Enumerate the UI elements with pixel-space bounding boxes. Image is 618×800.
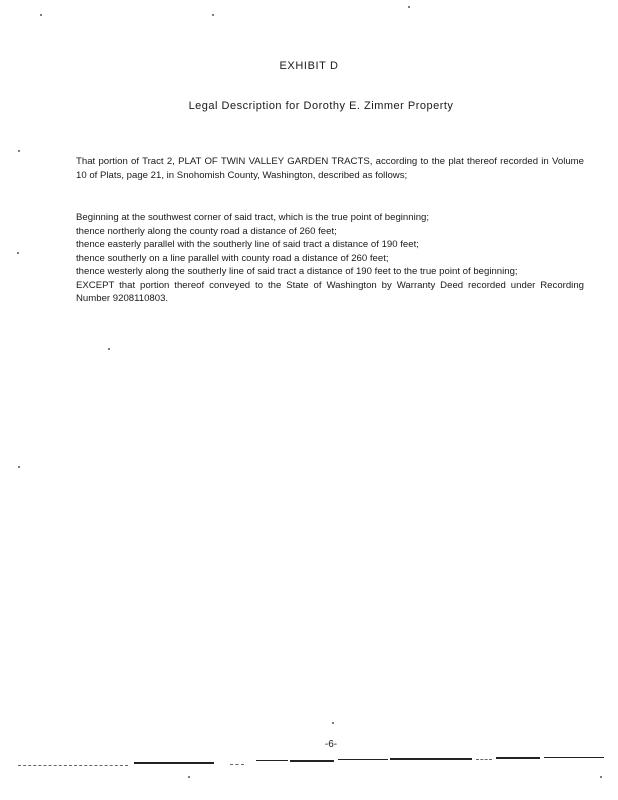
clause-south: thence southerly on a line parallel with county road a distance of 260 feet; [76, 252, 389, 264]
scan-edge-line [476, 759, 492, 761]
scan-edge-line [290, 760, 334, 762]
clause-west: thence westerly along the southerly line of said tract a distance of 190 feet to the true point of beginning; [76, 266, 518, 277]
scan-edge-line [338, 759, 388, 760]
scan-speck [18, 150, 20, 152]
scan-speck [332, 722, 334, 724]
exhibit-title: EXHIBIT D [279, 60, 339, 72]
scan-speck [408, 6, 410, 8]
scan-speck [212, 14, 214, 16]
clause-point-of-beginning: Beginning at the southwest corner of said tract, which is the true point of beginning; [76, 212, 430, 223]
clause-north: thence northerly along the county road a distance of 260 feet; [76, 225, 337, 237]
scan-edge-line [496, 757, 540, 759]
scan-edge-line [230, 764, 244, 766]
scan-speck [600, 776, 602, 778]
scan-edge-line [544, 757, 604, 758]
scan-edge-line [134, 762, 214, 764]
scan-speck [17, 252, 19, 254]
legal-description-clauses [76, 211, 584, 306]
scan-speck [40, 14, 42, 16]
scan-edge-line [390, 758, 472, 760]
scan-speck [188, 776, 190, 778]
scan-edge-line [256, 760, 288, 761]
clause-exception: EXCEPT that portion thereof conveyed to the State of Washington by Warranty Deed recorded under Recording Number 9208110803. [76, 279, 584, 304]
exhibit-subtitle: Legal Description for Dorothy E. Zimmer Property [188, 100, 454, 112]
scan-speck [108, 348, 110, 350]
scan-speck [18, 466, 20, 468]
scan-edge-line [18, 765, 128, 767]
page-number: -6- [324, 739, 338, 750]
clause-east: thence easterly parallel with the southerly line of said tract a distance of 190 feet; [76, 239, 419, 250]
legal-description-intro: That portion of Tract 2, PLAT OF TWIN VALLEY GARDEN TRACTS, according to the plat thereof recorded in Volume 10 of Plats, page 21, in Snohomish County, Washington, described as follows; [76, 156, 584, 181]
